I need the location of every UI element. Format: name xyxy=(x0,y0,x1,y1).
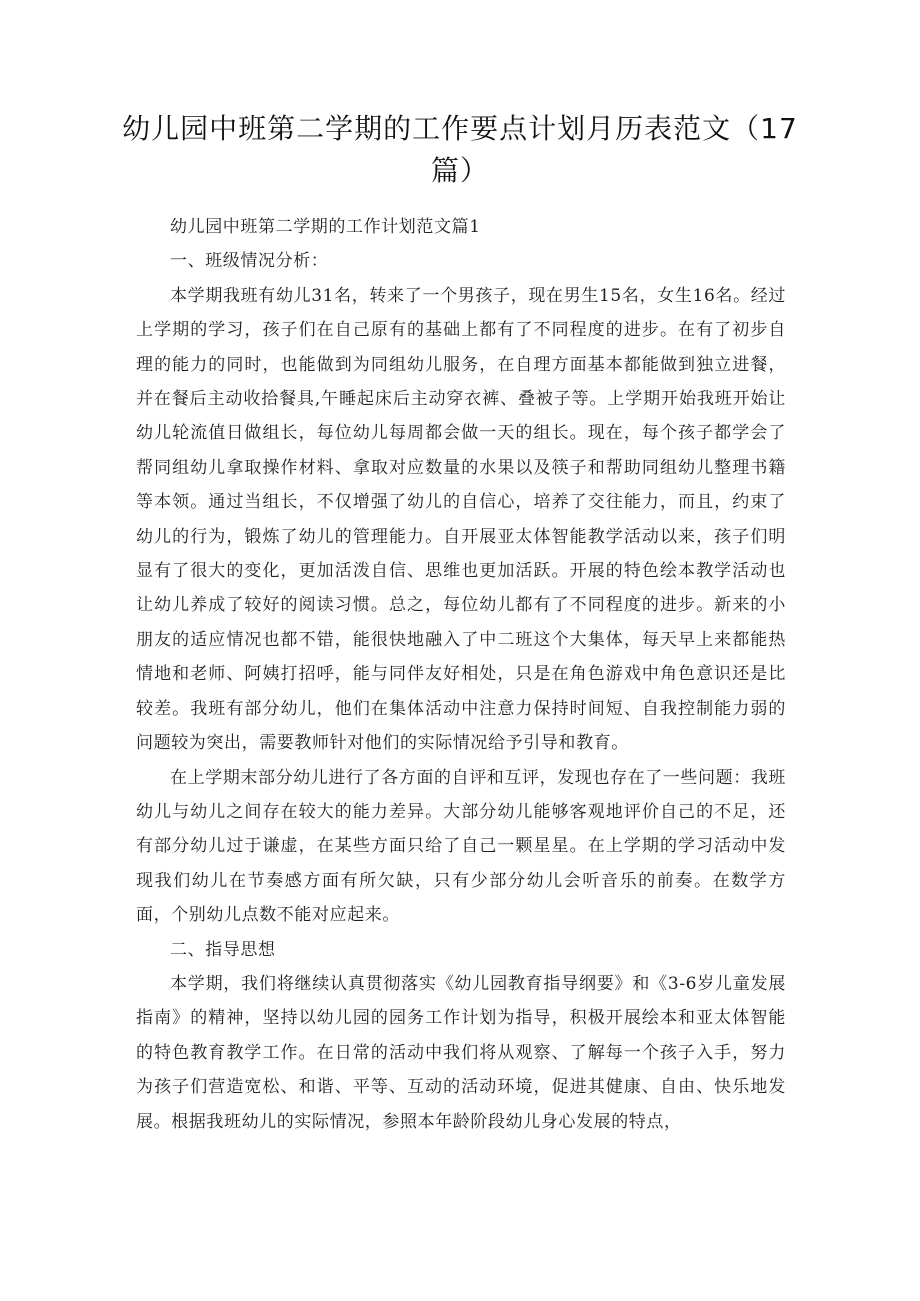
section-heading-article-1: 幼儿园中班第二学期的工作计划范文篇1 xyxy=(170,217,481,237)
section-heading-class-analysis: 一、班级情况分析： xyxy=(170,251,329,272)
document-title: 幼儿园中班第二学期的工作要点计划月历表范文（17篇） xyxy=(122,112,798,187)
paragraph-guiding-ideology: 本学期，我们将继续认真贯彻落实《幼儿园教育指导纲要》和《3-6岁儿童发展指南》的精神，坚持以幼儿园的园务工作计划为指导，积极开展绘本和亚太体智能的特色教育教学工作。在日常的活动中我们将从观察、了解每一个孩子入手，努力为孩子们营造宽松、和谐、平等、互动的活动环境，促进其健康、自由、快乐地发展。根据我班幼儿的实际情况，参照本年龄阶段幼儿身心发展的特点， xyxy=(136,973,786,1132)
section-heading-guiding-ideology: 二、指导思想 xyxy=(170,939,276,960)
document-body xyxy=(136,210,786,1139)
paragraph-self-evaluation: 在上学期末部分幼儿进行了各方面的自评和互评，发现也存在了一些问题：我班幼儿与幼儿之间存在较大的能力差异。大部分幼儿能够客观地评价自己的不足，还有部分幼儿过于谦虚，在某些方面只给了自己一颗星星。在上学期的学习活动中发现我们幼儿在节奏感方面有所欠缺，只有少部分幼儿会听音乐的前奏。在数学方面，个别幼儿点数不能对应起来。 xyxy=(136,767,786,926)
paragraph-class-analysis: 本学期我班有幼儿31名，转来了一个男孩子，现在男生15名，女生16名。经过上学期的学习，孩子们在自己原有的基础上都有了不同程度的进步。在有了初步自理的能力的同时，也能做到为同组幼儿服务，在自理方面基本都能做到独立进餐，并在餐后主动收拾餐具,午睡起床后主动穿衣裤、叠被子等。上学期开始我班开始让幼儿轮流值日做组长，每位幼儿每周都会做一天的组长。现在，每个孩子都学会了帮同组幼儿拿取操作材料、拿取对应数量的水果以及筷子和帮助同组幼儿整理书籍等本领。通过当组长，不仅增强了幼儿的自信心，培养了交往能力，而且，约束了幼儿的行为，锻炼了幼儿的管理能力。自开展亚太体智能教学活动以来，孩子们明显有了很大的变化，更加活泼自信、思维也更加活跃。开展的特色绘本教学活动也让幼儿养成了较好的阅读习惯。总之，每位幼儿都有了不同程度的进步。新来的小朋友的适应情况也都不错，能很快地融入了中二班这个大集体，每天早上来都能热情地和老师、阿姨打招呼，能与同伴友好相处，只是在角色游戏中角色意识还是比较差。我班有部分幼儿，他们在集体活动中注意力保持时间短、自我控制能力弱的问题较为突出，需要教师针对他们的实际情况给予引导和教育。 xyxy=(136,285,787,754)
